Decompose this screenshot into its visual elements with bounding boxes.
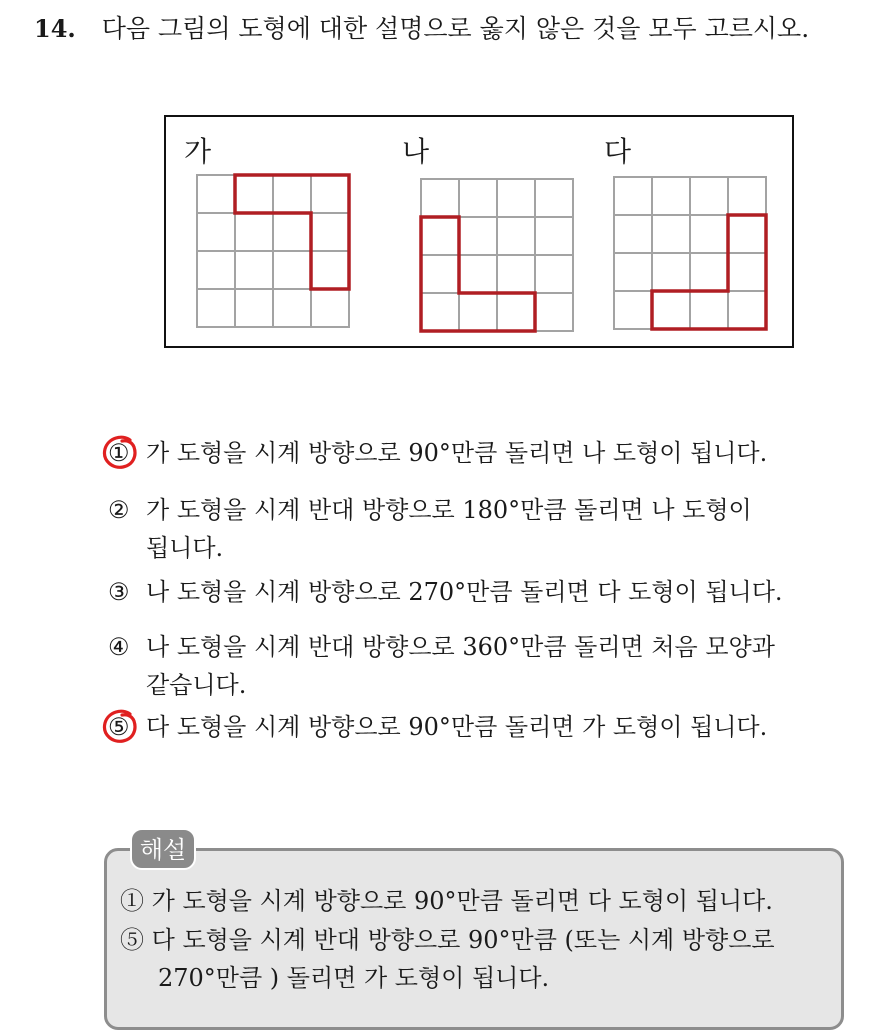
explanation-line-1: ① 가 도형을 시계 방향으로 90°만큼 돌리면 다 도형이 됩니다. — [120, 887, 773, 915]
option-5[interactable] — [108, 711, 767, 743]
option-2-continuation: 됩니다. — [146, 534, 224, 562]
option-4[interactable] — [108, 631, 775, 663]
figure-label-na: 나 — [402, 135, 430, 168]
option-1-number: ① — [108, 439, 130, 467]
option-3[interactable] — [108, 576, 783, 608]
explanation-tag: 해설 — [130, 828, 196, 870]
shape-da — [652, 215, 766, 329]
option-5-text: 다 도형을 시계 방향으로 90°만큼 돌리면 가 도형이 됩니다. — [146, 713, 768, 741]
grid-da — [613, 176, 769, 332]
answer-mark-circle-icon — [100, 432, 140, 472]
grid-ga — [196, 174, 352, 330]
question-header — [34, 12, 809, 46]
option-4-number: ④ — [108, 633, 130, 661]
option-1-text: 가 도형을 시계 방향으로 90°만큼 돌리면 나 도형이 됩니다. — [146, 439, 768, 467]
shape-ga — [235, 175, 349, 289]
option-2[interactable] — [108, 494, 752, 526]
option-4-continuation: 같습니다. — [146, 671, 247, 699]
option-4-text: 나 도형을 시계 반대 방향으로 360°만큼 돌리면 처음 모양과 — [146, 633, 775, 661]
option-1[interactable] — [108, 437, 767, 469]
option-3-text: 나 도형을 시계 방향으로 270°만큼 돌리면 다 도형이 됩니다. — [146, 578, 783, 606]
option-5-number: ⑤ — [108, 713, 130, 741]
option-2-number: ② — [108, 496, 130, 524]
figure-label-ga: 가 — [184, 135, 212, 168]
shape-na — [421, 217, 535, 331]
question-number: 14. — [34, 14, 76, 43]
option-2-text: 가 도형을 시계 반대 방향으로 180°만큼 돌리면 나 도형이 — [146, 496, 752, 524]
figure-label-da: 다 — [604, 135, 632, 168]
grid-na — [420, 178, 576, 334]
question-text: 다음 그림의 도형에 대한 설명으로 옳지 않은 것을 모두 고르시오. — [101, 14, 810, 43]
explanation-line-2: ⑤ 다 도형을 시계 반대 방향으로 90°만큼 (또는 시계 방향으로 — [120, 926, 775, 954]
answer-mark-circle-icon — [100, 706, 140, 746]
explanation-line-3: 270°만큼 ) 돌리면 가 도형이 됩니다. — [158, 964, 550, 992]
option-3-number: ③ — [108, 578, 130, 606]
